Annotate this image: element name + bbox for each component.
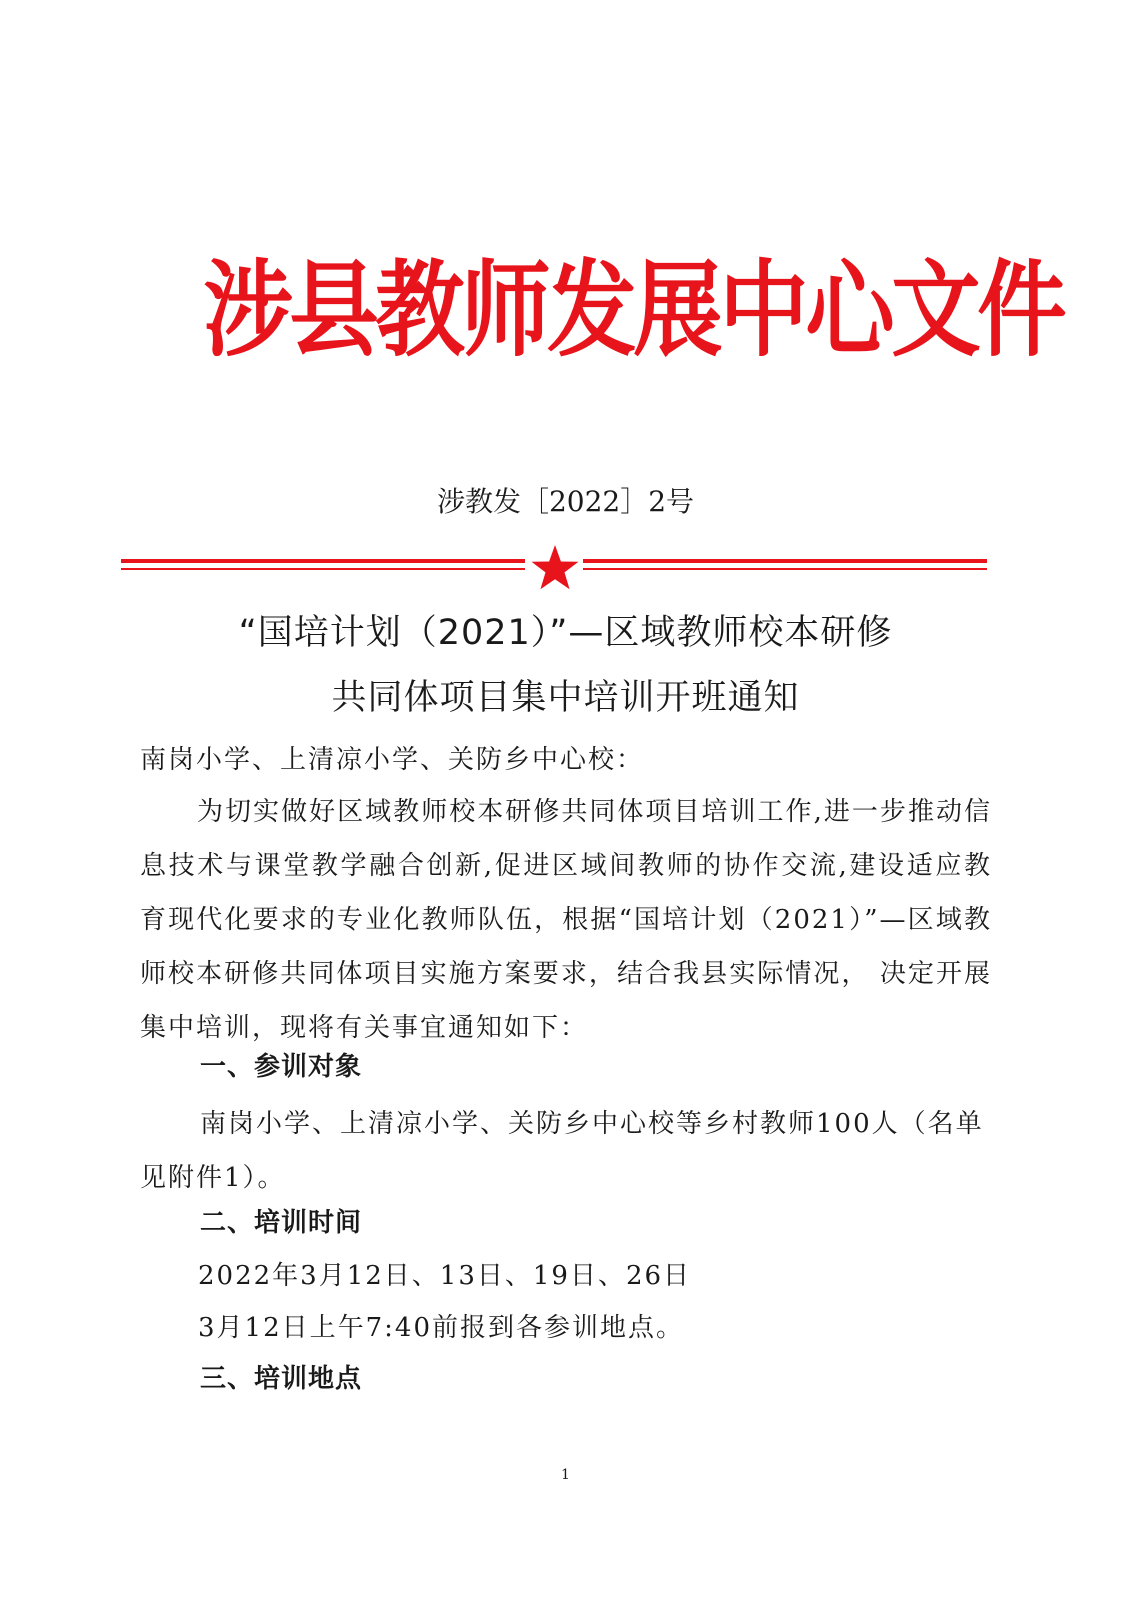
document-number: 涉教发［2022］2号 [436, 485, 695, 518]
notice-body: 为切实做好区域教师校本研修共同体项目培训工作,进一步推动信息技术与课堂教学融合创新,促进区域间教师的协作交流,建设适应教育现代化要求的专业化教师队伍，根据“国培计划（2021）”—区域教师校本研修共同体项目实施方案要求，结合我县实际情况， 决定开展集中培训，现将有关事宜通知如下： [140, 797, 992, 1043]
report-time: 3月12日上午7:40前报到各参训地点。 [198, 1313, 685, 1343]
page-number: 1 [561, 1467, 570, 1483]
red-divider-left [121, 559, 525, 573]
section-heading-participants: 一、参训对象 [200, 1052, 363, 1082]
red-divider-right [583, 559, 987, 573]
section-heading-time: 二、培训时间 [200, 1208, 363, 1238]
section-heading-location: 三、培训地点 [200, 1364, 363, 1394]
notice-title-line1: “国培计划（2021）”—区域教师校本研修 [238, 613, 893, 653]
agency-header-title: 涉县教师发展中心文件 [203, 249, 1064, 371]
addressee: 南岗小学、上清凉小学、关防乡中心校： [140, 745, 645, 775]
participants-text: 南岗小学、上清凉小学、关防乡中心校等乡村教师100人（名单见附件1）。 [140, 1109, 984, 1193]
star-icon [530, 543, 580, 593]
training-dates: 2022年3月12日、13日、19日、26日 [198, 1261, 692, 1291]
notice-title-line2: 共同体项目集中培训开班通知 [331, 678, 800, 718]
